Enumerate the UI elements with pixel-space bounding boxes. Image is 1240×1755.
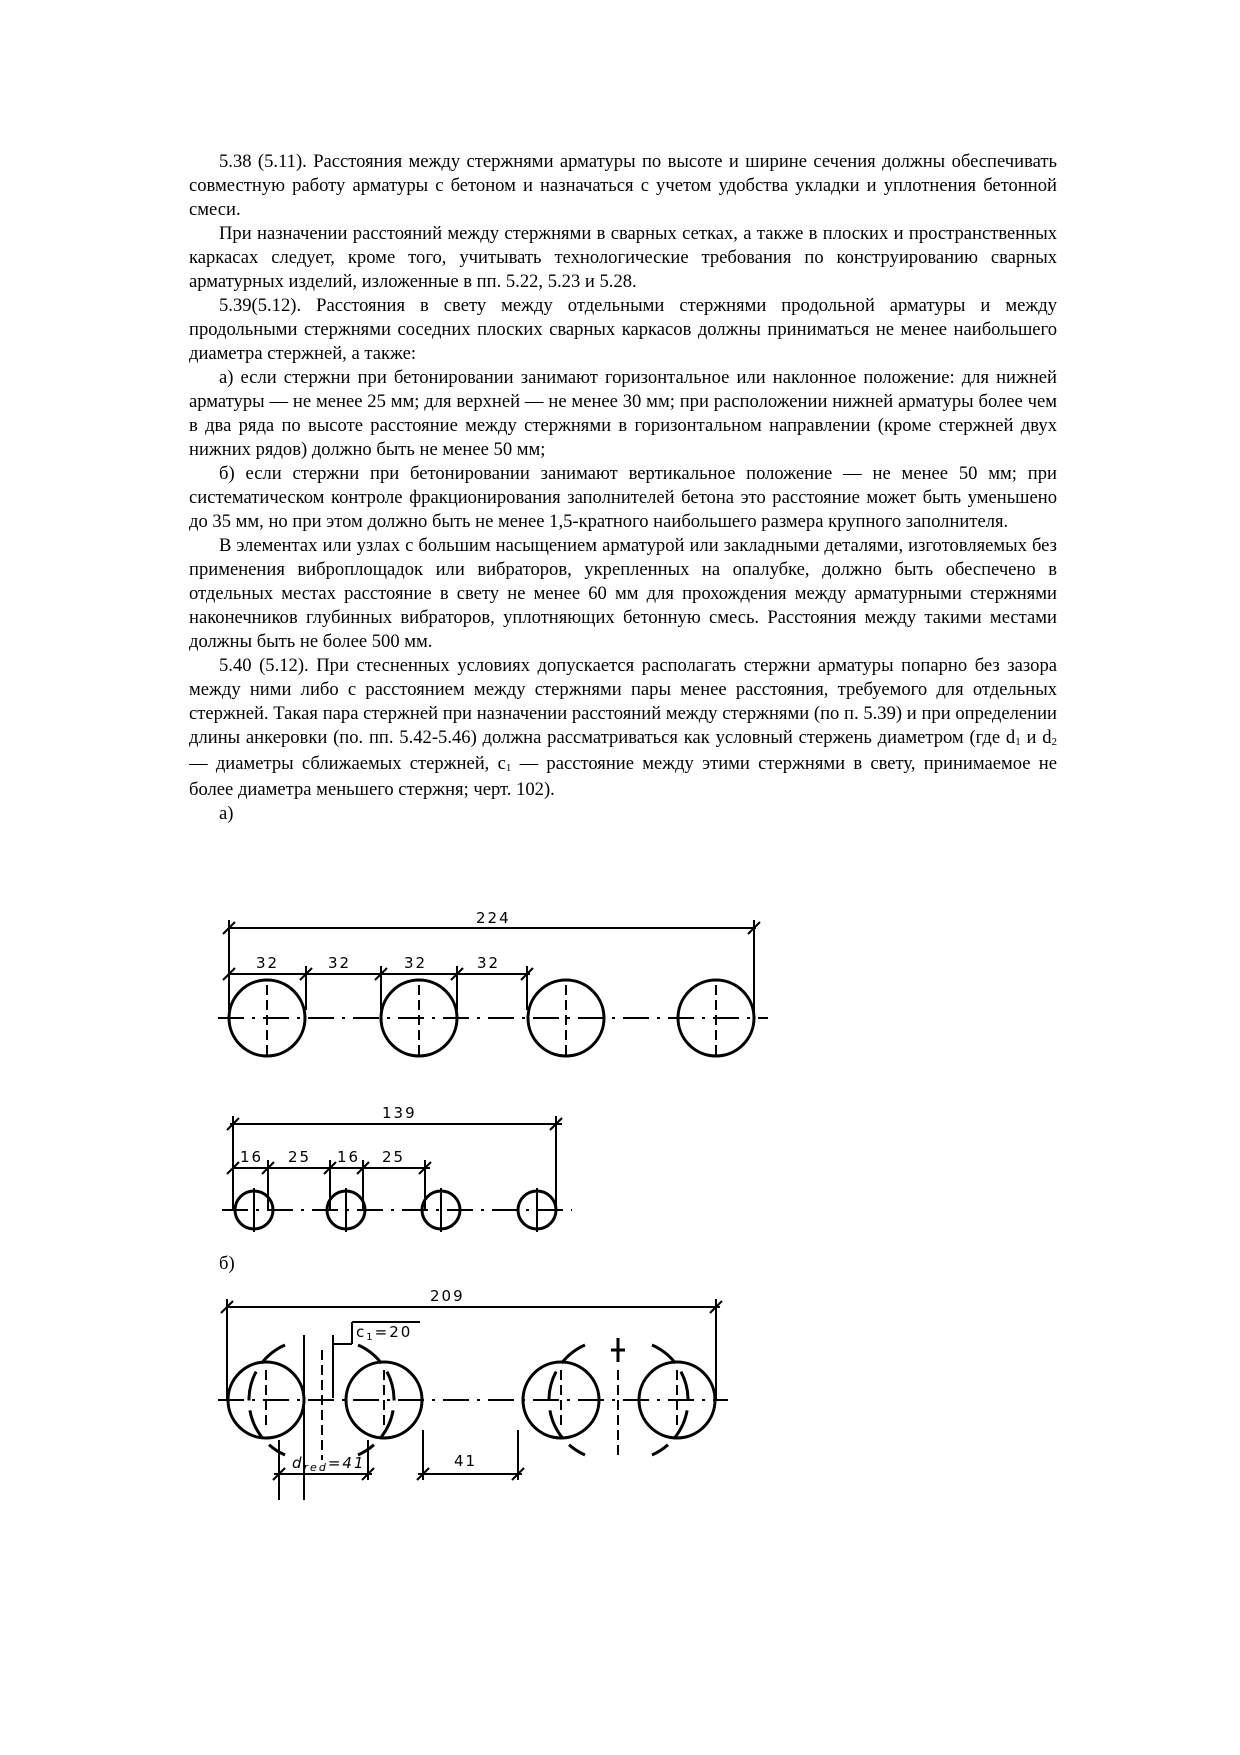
label-c1: $c_1=20$ (356, 1323, 413, 1343)
label-dred: $d_{red}=41$ (292, 1454, 366, 1474)
figure-a-16mm-bars (0, 1100, 1240, 1245)
label-32-d: 32 (477, 954, 501, 972)
label-16-b: 16 (337, 1148, 361, 1166)
paragraph-5-39-vibrators: В элементах или узлах с большим насыщением арматурой или закладными деталями, изготовляемых без применения виброплощадок или вибраторов, укрепленных на опалубке, должно быть обеспечено в отдельных местах расстояние в свету не менее 60 мм для прохождения между арматурными стержнями наконечников глубинных вибраторов, уплотняющих бетонную смесь. Расстояния между такими местами должны быть не более 500 мм. (189, 535, 1057, 652)
paragraph-5-38: 5.38 (5.11). Расстояния между стержнями арматуры по высоте и ширине сечения должны обеспечивать совместную работу арматуры с бетоном и назначаться с учетом удобства укладки и уплотнения бетонной смеси. (189, 151, 1057, 220)
label-25-b: 25 (382, 1148, 406, 1166)
label-25-a: 25 (288, 1148, 312, 1166)
paragraph-5-39: 5.39(5.12). Расстояния в свету между отдельными стержнями продольной арматуры и между продольными стержнями соседних плоских сварных каркасов должны приниматься не менее наибольшего диаметра стержней, а также: (189, 295, 1057, 364)
paragraph-5-38-welded: При назначении расстояний между стержнями в сварных сетках, а также в плоских и пространственных каркасах следует, кроме того, учитывать технологические требования по конструированию сварных арматурных изделий, изложенные в пп. 5.22, 5.23 и 5.28. (189, 223, 1057, 292)
label-32-c: 32 (404, 954, 428, 972)
paragraph-5-40: 5.40 (5.12). При стесненных условиях допускается располагать стержни арматуры попарно без зазора между ними либо с расстоянием между стержнями пары менее расстояния, требуемого для отдельных стержней. Такая пара стержней при назначении расстояний между стержнями (по п. 5.39) и при определении длины анкеровки (по. пп. 5.42-5.46) должна рассматриваться как условный стержень диаметром (где $d_1$ и $d_2$ — диаметры сближаемых стержней, $c_1$ — расстояние между этими стержнями в свету, принимаемое не более диаметра меньшего стержня; черт. 102). (189, 655, 1058, 800)
label-32-a: 32 (256, 954, 280, 972)
body-text (189, 150, 1057, 826)
label-139: 139 (382, 1104, 417, 1122)
figure-a-32mm-bars (0, 900, 1240, 1070)
paragraph-5-39-b: б) если стержни при бетонировании занимают вертикальное положение — не менее 50 мм; при систематическом контроле фракционирования заполнителей бетона это расстояние может быть уменьшено до 35 мм, но при этом должно быть не менее 1,5-кратного наибольшего размера крупного заполнителя. (189, 463, 1057, 532)
figure-a-16mm-svg (0, 1100, 1240, 1245)
paragraph-5-39-a: а) если стержни при бетонировании занимают горизонтальное или наклонное положение: для нижней арматуры — не менее 25 мм; для верхней — не менее 30 мм; при расположении нижней арматуры более чем в два ряда по высоте расстояние между стержнями в горизонтальном направлении (кроме стержней двух нижних рядов) должно быть не менее 50 мм; (189, 367, 1057, 460)
label-224: 224 (476, 909, 511, 927)
label-41: 41 (454, 1452, 478, 1470)
caption-a: а) (219, 803, 234, 824)
figure-a-32mm-svg (0, 900, 1240, 1070)
caption-b: б) (219, 1253, 235, 1274)
label-209: 209 (430, 1287, 465, 1305)
label-16-a: 16 (240, 1148, 264, 1166)
figure-b-paired-bars (0, 1280, 1240, 1510)
figure-b-svg (0, 1280, 1240, 1510)
label-32-b: 32 (328, 954, 352, 972)
